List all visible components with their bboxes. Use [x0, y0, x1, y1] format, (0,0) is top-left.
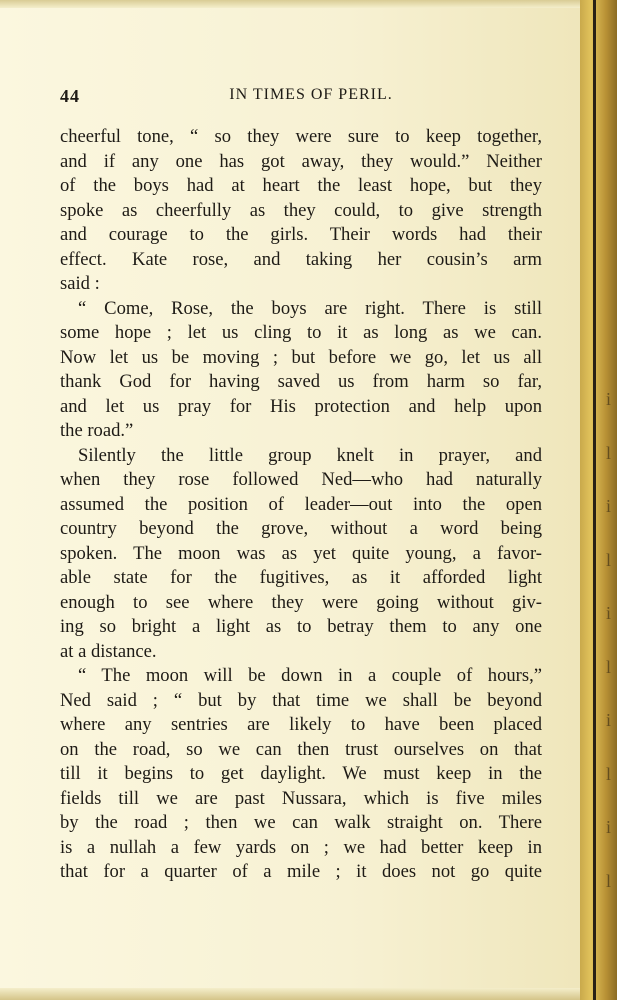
- text-line: of the boys had at heart the least hope, but they: [60, 175, 542, 196]
- text-line: on the road, so we can then trust ourselves on that: [60, 738, 542, 760]
- text-line: spoken. The moon was as yet quite young, a favor-: [60, 542, 542, 564]
- text-line: and let us pray for His protection and help upon: [60, 395, 542, 417]
- text-line: assumed the position of leader—out into the open: [60, 493, 542, 515]
- text-line: and courage to the girls. Their words had their: [60, 224, 542, 245]
- page-header: [60, 86, 542, 110]
- spine-shadow-line: [593, 0, 596, 1000]
- bleed-mark: l: [606, 870, 612, 891]
- text-line: enough to see where they were going without giv-: [60, 591, 542, 613]
- text-line: “ Come, Rose, the boys are right. There is still: [78, 297, 542, 319]
- text-line: where any sentries are likely to have been placed: [60, 714, 542, 735]
- text-line: country beyond the grove, without a word being: [60, 518, 542, 539]
- text-line: said :: [60, 273, 100, 294]
- bleed-mark: i: [606, 603, 612, 624]
- text-line: by the road ; then we can walk straight on. There: [60, 812, 542, 833]
- text-line: that for a quarter of a mile ; it does not go quite: [60, 861, 542, 882]
- text-line: spoke as cheerfully as they could, to give strength: [60, 199, 542, 221]
- text-line: cheerful tone, “ so they were sure to keep together,: [60, 126, 542, 147]
- bleed-through-marks: [606, 390, 616, 890]
- body-text: [60, 125, 542, 885]
- text-line: and if any one has got away, they would.” Neither: [60, 150, 542, 172]
- text-line: “ The moon will be down in a couple of hours,”: [78, 665, 542, 686]
- text-line: Now let us be moving ; but before we go, let us all: [60, 346, 542, 368]
- text-line: till it begins to get daylight. We must keep in the: [60, 763, 542, 784]
- page-bottom-edge: [0, 988, 580, 1000]
- text-line: Ned said ; “ but by that time we shall be beyond: [60, 689, 542, 711]
- text-line: when they rose followed Ned—who had naturally: [60, 469, 542, 490]
- text-line: some hope ; let us cling to it as long as we can.: [60, 322, 542, 343]
- bleed-mark: l: [606, 656, 612, 677]
- bleed-mark: l: [606, 442, 612, 463]
- bleed-mark: i: [606, 389, 612, 409]
- text-line: is a nullah a few yards on ; we had better keep in: [60, 836, 542, 858]
- text-line: able state for the fugitives, as it afforded light: [60, 567, 542, 588]
- text-line: fields till we are past Nussara, which is five miles: [60, 787, 542, 809]
- text-line: ing so bright a light as to betray them to any one: [60, 616, 542, 637]
- bleed-mark: l: [606, 763, 612, 784]
- bleed-mark: i: [606, 710, 612, 731]
- page-top-edge: [0, 0, 580, 8]
- bleed-mark: i: [606, 817, 612, 838]
- page-number: 44: [60, 86, 80, 106]
- running-head: IN TIMES OF PERIL.: [229, 86, 393, 103]
- bleed-mark: l: [606, 549, 612, 570]
- text-line: thank God for having saved us from harm so far,: [60, 371, 542, 392]
- text-line: the road.”: [60, 420, 134, 441]
- text-line: at a distance.: [60, 640, 157, 662]
- bleed-mark: i: [606, 496, 612, 517]
- text-line: Silently the little group knelt in prayer, and: [78, 444, 542, 466]
- text-line: effect. Kate rose, and taking her cousin’s arm: [60, 248, 542, 270]
